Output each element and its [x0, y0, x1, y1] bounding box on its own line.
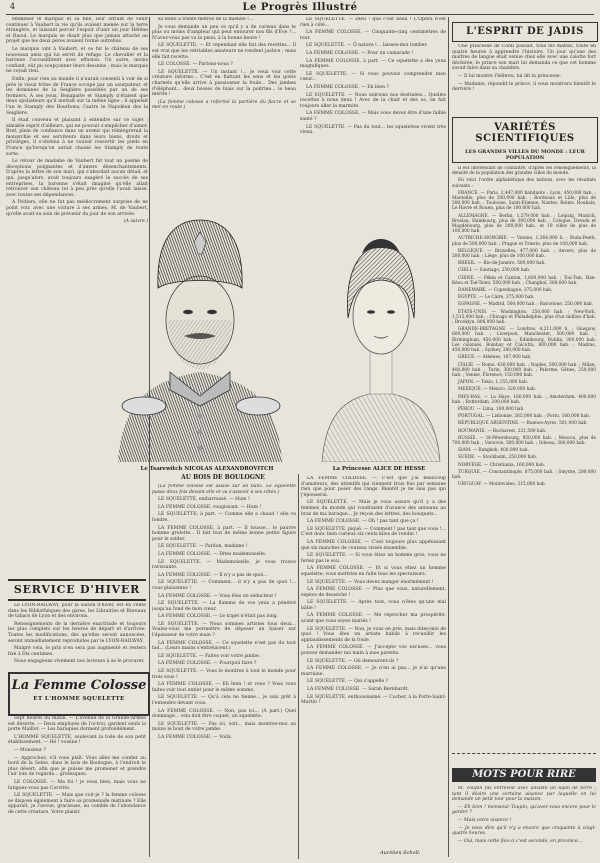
- colosse-paragraph: L'HOMME SQUELETTE, soulevant la toile de son petit établissement. — Hé ! voisine !: [8, 734, 146, 746]
- esprit-paragraph: — Madame, répondit le prince, il vous montrera bientôt le derrière !: [452, 81, 596, 93]
- dialogue-line: LA FEMME COLOSSE. — Ce squelette n'est pas du tout fad... (Leurs mains s'entrelacent.): [152, 640, 296, 652]
- varietes-paragraph: RUSSIE. — St-Pétersbourg, 950,000 hab. ; Moscou, plus de 700,000 hab. ; Varsovie, 500,000 hab. ; Odessa, 300,000 hab.: [452, 435, 596, 446]
- femme-colosse-subtitle: ET L'HOMME SQUELETTE: [33, 696, 125, 702]
- varietes-paragraph: PORTUGAL. — Lisbonne, 265,000 hab. ; Porto, 160,000 hab.: [458, 414, 591, 420]
- service-paragraph: Nous engageons vivement nos lecteurs à se le procurer.: [14, 659, 145, 665]
- varietes-paragraph: ROUMANIE. — Bucharest, 221,500 hab.: [458, 428, 547, 434]
- col1-paragraph: Le marquis vint à Vaubert, et ce fut le château de ses nouveaux amis qui lui servit de refuge. Le chevalier et la baronne l'accueillirent avec effusion. Un autre, moins confiant, eût pu soupçonner leurs desseins ; mais le marquis ne voyait rien.: [6, 46, 148, 75]
- varietes-subtitle: LES GRANDES VILLES DU MONDE : LEUR POPULATION: [465, 149, 585, 161]
- varietes-paragraph: BRÉSIL. — Rio-de-Janeiro, 500,000 hab.: [458, 261, 546, 267]
- varietes-paragraph: PAYS-BAS. — La Haye, 160,000 hab. ; Amsterdam, 400,000 hab. ; Rotterdam, 200,000 hab.: [452, 394, 596, 405]
- dialogue-line: LA FEMME COLOSSE. — Sarah Bernhardt.: [307, 687, 409, 692]
- dialogue-line: LA FEMME COLOSSE. — Eh bien ?: [306, 84, 390, 90]
- dialogue-line: LE SQUELETTE, à part. — Comme elle a chaud ! elle va fondre.: [152, 512, 296, 523]
- center-line: LE SQUELETTE. — Et cependant elle fait des recettes... Il est vrai que les véritables amateurs ne rendent justice ; mais elle fait recette.: [152, 43, 296, 60]
- dialogue-line: LE SQUELETTE. — Si vous pouviez comprendre mon cœur...: [300, 71, 446, 83]
- dialogue-line: LE SQUELETTE. — Non, je vous en prie, mais dites-moi de quoi ! Vous êtes un artiste habile à recueillir les applaudissements de la foule.: [301, 626, 446, 643]
- dialogue-line: LA FEMME COLOSSE. — C'est toujours plus appétissant que six manches de couteau vissés ensemble.: [301, 539, 446, 551]
- dialogue-line: LE SQUELETTE, enthousiasmé. — Cocher, à la Porte-Saint-Martin !: [301, 694, 446, 706]
- bois-de-boulogne-title: AU BOIS DE BOULOGNE: [181, 474, 265, 481]
- mots-pour-rire-title: MOTS POUR RIRE: [452, 768, 596, 782]
- center-line: sa tente à trente mètres de la mienne !...: [158, 17, 254, 22]
- dialogue-line: LA FEMME COLOSSE. — Plus que vous, naturellement, espèce de desséché !: [301, 587, 446, 598]
- varietes-paragraph: ÉTATS-UNIS. — Washington, 250,000 hab. ; New-York, 1,515,000 hab. ; Chicago et Philadelphie, plus d'un million d'hab. ; Brooklyn, 806,000 hab.: [452, 309, 596, 326]
- dialogue-line: LE SQUELETTE, piqué. — Comment ! pas tant que vous !... C'est donc bien curieux six cents kilos de rondin !: [301, 526, 446, 538]
- dialogue-line: LA FEMME COLOSSE. — Voilà.: [158, 734, 233, 740]
- colosse-paragraph: LE COLOSSE. — Ma foi ! je veux bien, mais vous ne fatiguez-vous pas Corvitte.: [8, 779, 146, 791]
- varietes-title: VARIÉTÉS SCIENTIFIQUES: [475, 122, 575, 144]
- portrait-princesse-alice: [318, 200, 444, 462]
- dialogue-line: LA FEMME COLOSSE. — Vous êtes un séducteur !: [158, 593, 277, 599]
- center-line: Je vous demande un peu ce qu'il y a de curieux dans le plus ou moins d'ampleur qui peut entourer nos fils d'Ève ?... N'avez-vous pas vu la peau, à la bonne heure !: [152, 24, 296, 41]
- femme-colosse-title: La Femme Colosse: [11, 678, 147, 693]
- dialogue-line: LA FEMME COLOSSE. — Et si vous étiez un homme squelette, vous mettriez en fuite tous les spectateurs.: [301, 566, 446, 577]
- caption-princesse-alice: La Princesse ALICE DE HESSE: [332, 466, 426, 472]
- esprit-paragraph: — Il lui montre l'hébreu, lui dit la princesse.: [458, 73, 562, 79]
- dialogue-line: LE SQUELETTE. — Nous unirions nos destinées... Quelles recettes à nous deux ! Avec de la chair et des os, on fait toujours aller la marmite.: [300, 92, 446, 109]
- dialogue-line: LA FEMME COLOSSE. — Non, pas ici... (A part.) Quel dommage... cela doit être coquet, un squelette.: [152, 708, 296, 720]
- dialogue-line: LE SQUELETTE. — Qui s'appelle ?: [307, 679, 389, 685]
- dialogue-line: LE SQUELETTE. — Dieu ! que c'est beau ! L'Opéra n'est rien à côté...: [300, 17, 446, 28]
- dialogue-line: LA FEMME COLOSSE. — Le trajet n'était pas long.: [158, 614, 279, 620]
- mots-paragraph: M. Toupin fils entrevoit avec anxiété un lopin de terre ; tant il désire une certaine aisance par laquelle on lui demande un petit tour pour la maison.: [452, 786, 596, 803]
- dialogue-line: LA FEMME COLOSSE. — Pourquoi faire ?: [158, 661, 257, 667]
- colosse-paragraph: Sept heures du matin. — L'avenue de la Grande-Armée est déserte. — Deux employés de l'octroi, gardent seuls la porte Maillot. — Les baraques dorment profondément.: [8, 716, 146, 733]
- mots-pour-rire-text: [452, 786, 596, 860]
- varietes-text: [452, 166, 596, 750]
- service-paragraph: Renseignements de la dernière exactitude et toujours les plus complets sur les heures de départ et d'arrivée. Toutes les modifications, dès qu'elles seront annoncées, seront immédiatement reproduites par le LYON-RAILWAY.: [8, 621, 146, 644]
- dialogue-line: LE SQUELETTE. — Pardon, madame !: [158, 544, 248, 550]
- service-paragraph: Le LYON-RAILWAY, pour la saison d'hiver, est en vente dans les Bibliothèques des gares, les Librairies et Bureaux de tabacs de Lyon et des environs.: [8, 603, 146, 620]
- femme-colosse-text: [8, 716, 146, 861]
- dialogue-line: LE SQUELETTE. — Comment... il n'y a pas de quoi !... vous plaisantez !: [152, 580, 296, 591]
- dialogue-line: LE SQUELETTE. — Où demeurent-ils ?: [307, 658, 399, 664]
- dialogue-line: LE SQUELETTE. — Mademoiselle, je vous trouve ravissante.: [152, 559, 296, 571]
- caption-tsarewitch: Le Tsarewitch NICOLAS ALEXANDROVITCH: [140, 466, 274, 472]
- dialogue-line: LA FEMME COLOSSE, à part. — Ce squelette a des yeux magnifiques.: [300, 58, 446, 70]
- author-signature: Aurélien Scholl.: [380, 850, 421, 856]
- masthead: Le Progrès Illustré: [242, 2, 358, 13]
- service-paragraph: Malgré cela, le prix n'en sera pas augmenté et restera fixé à Dix centimes.: [8, 646, 146, 657]
- dialogue-line: LE SQUELETTE. — La flamme de vos yeux a pénétré jusqu'au fond de mon cœur.: [152, 601, 296, 612]
- varietes-paragraph: PÉROU. — Lima, 100,000 hab.: [458, 406, 525, 412]
- center-right-top-text: [300, 17, 446, 192]
- dialogue-line: LE SQUELETTE. — Pas ici, soit... mais montrez-moi au moins le bout de votre jambe.: [152, 721, 296, 733]
- varietes-paragraph: ALLEMAGNE. — Berlin, 1,579,000 hab. ; Leipzig, Munich, Breslau, Hambourg, plus de 300,000 hab. ; Cologne, Dresde et Magdebourg, plus de 200,000 hab., et 19 villes de plus de 100,000 hab.: [452, 213, 596, 235]
- varietes-paragraph: CHINE. — Pékin et Canton, 1,600,000 hab. ; Tou-Tsin, Han-Kéou et Tsé-Tsien, 500,000 hab. ; Changhaï, 300,000 hab.: [452, 275, 596, 286]
- varietes-paragraph: TURQUIE. — Constantinople, 875,000 hab. ; Smyrne, 200,000 hab.: [452, 469, 596, 480]
- col1-paragraph: emmener le marquis et sa fille, leur offrant de venir continuer à Vaubert la vie qu'ils avaient menée sur la terre étrangère, et laissant percer l'espoir d'unir un jour Hélène et Raoul. Le marquis se disait plus que jamais attaché au projet que les deux pères avaient formé autrefois.: [6, 17, 148, 45]
- dialogue-line: (La femme colosse est assise sur un banc. Le squelette passe deux fois devant elle et va s'asseoir à ses côtés.): [152, 484, 296, 495]
- dialogue-line: LE SQUELETTE. — Si vous étiez un homme gros, vous ne feriez pas le sou.: [301, 553, 446, 564]
- service-hiver-title: SERVICE D'HIVER: [8, 579, 146, 601]
- varietes-paragraph: En voici l'ordre alphabétique des nations, avec les résultats suivants :: [452, 178, 596, 189]
- esprit-paragraph: Une princesse de Conti passait, tous les matins, toute en quatre heures à apprendre l'histoire. Un jour qu'une des maîtres de langue était venue chez elle avec une calotte fort déchirée, le prince son mari lui demanda ce que cet homme savait faire dans sa chambre.: [452, 44, 596, 72]
- mots-paragraph: — Mais votre aisance !: [458, 817, 512, 823]
- dialogue-line: LA FEMME COLOSSE. — Dites mademoiselle.: [158, 551, 267, 557]
- dialogue-line: LE SQUELETTE, embarrassé. — Hum !: [158, 497, 250, 503]
- varietes-paragraph: BELGIQUE. — Bruxelles, 477,000 hab. ; Anvers, plus de 200,000 hab. ; Liège, plus de 100,000 hab.: [452, 248, 596, 260]
- varietes-paragraph: CHILI. — Santiago, 250,000 hab.: [458, 268, 531, 274]
- dialogue-line: LE SQUELETTE. — Vous le montrez à tout le monde pour trois sous !: [152, 669, 296, 680]
- varietes-paragraph: GRÈCE. — Athènes, 107,000 hab.: [458, 355, 532, 361]
- dialogue-line: LE SQUELETTE. — Ô nature !... laissez-moi tomber.: [306, 43, 428, 49]
- dialogue-line: LA FEMME COLOSSE. — Pour un camarade !: [306, 50, 414, 56]
- col1-paragraph: Le retour de madame de Vaubert fut tout un poème de déceptions poignantes et d'amers désenchantements. D'après la lettre de son mari, qui s'abordait aucun détail, et qui, jusqu'alors, avait toujours exagéré le succès de ses entreprises, la baronne s'était imaginé qu'elle allait retrouver son château tel à peu près qu'elle l'avait laissé, avec toutes ses dépendances.: [6, 159, 148, 198]
- varietes-paragraph: NORVÈGE. — Christiania, 160,000 hab.: [458, 462, 545, 468]
- varietes-paragraph: JAPON. — Tokio, 1,155,000 hab.: [458, 380, 529, 386]
- varietes-paragraph: FRANCE. — Paris, 2,447,000 habitants ; Lyon, 450,000 hab. ; Marseille, plus de 300,000 hab. ; Bordeaux et Lille, plus de 200,000 hab. ; Toulouse, Saint-Étienne, Nantes, Reims, Roubaix, Le Havre et Rouen, plus de 100,000 hab.: [452, 190, 596, 212]
- center-line: LE SQUELETTE. — Un instant !... je veux voir cette créature informe... C'est en flattant les sens et les goûts charnels qu'elle arrive à passionner la foule... Des jambes d'éléphant... deux bosses de biais sur la poitrine... le beau mérite !: [152, 69, 296, 98]
- varietes-box: [452, 117, 598, 163]
- portrait-tsarewitch: [112, 200, 288, 462]
- dialogue-line: LA FEMME COLOSSE. — Je n'en ai pas... je n'ai qu'une marraine.: [301, 666, 446, 677]
- center-line: LE COLOSSE. — Partons-nous ?: [158, 62, 233, 68]
- col1-paragraph: Il était convenu et plaisant à entendre sur ce sujet ; aimable esprit d'ailleurs, qui ne pouvait s'empêcher d'aimer. Bref, plein de confiance dans un avenir qui réintégrerait la monarchie et ses serviteurs dans leurs biens, droits et privilèges, il s'obstina à ne vouloir ressortir les pieds en France qu'lorsqu'on aurait chassé les Stamply de toute sorte.: [6, 118, 148, 157]
- colosse-paragraph: — Monsieur ?: [14, 747, 47, 753]
- varietes-paragraph: Il est intéressant de connaître, d'après les renseignements, la densité de la population des grandes villes du monde.: [452, 166, 596, 177]
- dialogue-line: LE SQUELETTE. — Qu'à cela ne tienne... je suis prêt à l'entendre devant vous.: [152, 695, 296, 706]
- col1-paragraph: A Poitiers, elle ne fut pas médiocrement surprise de ne point voir, avec une voiture à ses armes, M. de Vaubert, qu'elle avait eu soin de prévenir du jour de son arrivée.: [6, 200, 148, 217]
- dialogue-line: LA FEMME COLOSSE. — Cinquante-cinq centimètres de tour.: [300, 30, 446, 41]
- esprit-de-jadis-title: L'ESPRIT DE JADIS: [452, 22, 598, 42]
- page-number: 4: [10, 2, 16, 11]
- dialogue-line: LA FEMME COLOSSE, à part. — Il tousse... le pauvre homme grelotte... Il fait tout de même bonne petite figure pour le solder.: [152, 525, 296, 542]
- page-header: [6, 2, 594, 15]
- varietes-paragraph: AUTRICHE-HONGRIE. — Vienne, 1,364,000 h. ; Buda-Pesth, plus de 500,000 hab. ; Prague et Trieste, plus de 100,000 hab.: [452, 236, 596, 247]
- col1-paragraph: Enfin, pour rien au monde il n'aurait consenti à voir de si près le vieux trône de France occupé par un usurpateur, et les domaines de la Seiglière possédés par un de ses fermiers. A ses yeux, Bonaparte et Stamply n'étaient que deux spoliateurs qu'il mettait sur la même ligne ; il appelait l'un le Stamply des Bourbons, l'autre le Napoléon des la Seiglière.: [6, 76, 148, 116]
- dialogue-line: LE SQUELETTE. — Vous devez manger énormément !: [307, 579, 434, 585]
- mots-paragraph: — Je veux dire qu'il n'y a encore que cinquante à vingt-quatre heures.: [452, 825, 596, 837]
- dialogue-line: LE SQUELETTE. — Mais je vous assure qu'il y a des femmes du monde qui voudraient d'avance des anneaux au bras de ma baraque... Je reçois des lettres, des bouquets...: [301, 500, 446, 517]
- dialogue-line: LA FEMME COLOSSE. — Oh ! pas tant que ça !: [307, 519, 419, 525]
- varietes-paragraph: ÉGYPTE. — Le Caire, 375,000 hab.: [458, 295, 535, 301]
- dialogue-line: LE SQUELETTE. — Pas du tout... les squelettes vivent très vieux.: [300, 124, 446, 136]
- dialogue-line: LA FEMME COLOSSE. — Eh bien ! et vous ? Vous vous faites voir tout entier pour le même somme.: [152, 682, 296, 693]
- mots-paragraph: — Oui, mais cette fois-ci c'est seconde, en province...: [458, 838, 582, 844]
- dialogue-line: LE SQUELETTE. — Après tout, vous n'êtes qu'une mal bâtie !: [301, 600, 446, 611]
- varietes-paragraph: SUÈDE. — Stockholm, 250,000 hab.: [458, 455, 538, 461]
- esprit-de-jadis-text: [452, 44, 596, 110]
- dialogue-line: LA FEMME COLOSSE. — Mais vous devez être d'une faible santé ?: [300, 111, 446, 122]
- colosse-paragraph: — Approchez, s'il vous plaît. Vous allez me confier au bord de la Seine, dans le bois de Boulogne, à l'endroit le plus désert, afin que je puisse me promener et prendre l'air loin de regards... grotesques.: [8, 755, 146, 778]
- varietes-paragraph: RÉPUBLIQUE ARGENTINE. — Buenos-Ayres, 501,000 hab.: [458, 421, 588, 427]
- service-hiver-text: [8, 603, 146, 669]
- column-rule-3: [448, 17, 449, 857]
- dialogue-line: LA FEMME COLOSSE, rougissant. — Hum !: [158, 504, 262, 510]
- dialogue-line: LA FEMME COLOSSE. — C'est que j'ai beaucoup d'amateurs, des attentifs qui viennent trois fois par semaine rien que pour poser des rangs. Bientôt je ne sais pas qui j'épouserai.: [301, 476, 446, 498]
- dialogue-continued-text: [301, 476, 446, 846]
- dialogue-line: LA FEMME COLOSSE. — Me reprocher ma prospérité, avant que vous soyez mariés !: [301, 613, 446, 625]
- varietes-paragraph: ESPAGNE. — Madrid, 500,000 hab. ; Barcelone, 250,000 hab.: [458, 302, 594, 308]
- bois-de-boulogne-text: [152, 484, 296, 859]
- column-rule-2: [298, 474, 299, 859]
- section-divider: [452, 753, 596, 756]
- center-top-text: [152, 17, 296, 177]
- varietes-paragraph: DANEMARK. — Copenhague, 375,000 hab.: [458, 288, 553, 294]
- femme-colosse-title-box: [8, 672, 150, 716]
- dialogue-line: LA FEMME COLOSSE. — J'accepte vos excuses... vous pouvez demander ma main à mes parents.: [301, 645, 446, 657]
- dialogue-line: LE SQUELETTE. — Nous sommes artistes tous deux... Voulez-vous me permettre de déposer un baiser sur l'épaisseur de votre main ?: [152, 621, 296, 639]
- varietes-paragraph: SIAM. — Bangkok, 400,000 hab.: [458, 448, 529, 454]
- varietes-paragraph: ITALIE. — Rome, 430,000 hab. ; Naples, 500,000 hab. ; Milan, 400,000 hab. ; Turin, 300,000 hab. ; Palerme, Gênes, 250,000 hab. ; Venise, Florence, 150,000 hab.: [452, 362, 596, 378]
- varietes-paragraph: MEXIQUE. — Mexico, 329,000 hab.: [458, 387, 537, 393]
- mots-paragraph: — Eh bien ! monsieur Toupin, qu'avez-vous encore pour le garder ?: [452, 804, 596, 816]
- dialogue-line: LE SQUELETTE. — Faites voir votre jambe.: [158, 653, 261, 659]
- varietes-paragraph: URUGUAY. — Montevideo, 215,000 hab.: [458, 482, 547, 488]
- colosse-paragraph: LE SQUELETTE. — Mais que voit-je ? la femme colosse se dispose également à faire sa promenade matinale ? Elle apparaît, je l'avoue, gracieuse, au comble de l'abondance de cette créature. Votre plaisir.: [8, 793, 146, 815]
- continued-note: (A suivre.): [123, 219, 148, 225]
- varietes-paragraph: GRANDE-BRETAGNE. — Londres, 4,211,000 h. ; Glasgow, 600,000 hab. ; Liverpool, Manchester, 500,000 hab. ; Birmingham, 450,000 hab. ; Édimbourg, Dublin, 300,000 hab. Les colonies, Bombay et Calcutta, 800,000 hab. ; Madras, 450,000 hab. ; Sydney, 380,000 hab.: [452, 327, 596, 354]
- center-line: (La femme colosse a reformé la portière du fiacre et se met en route.): [152, 99, 296, 111]
- dialogue-line: LA FEMME COLOSSE. — Il n'y a pas de quoi...: [158, 572, 268, 578]
